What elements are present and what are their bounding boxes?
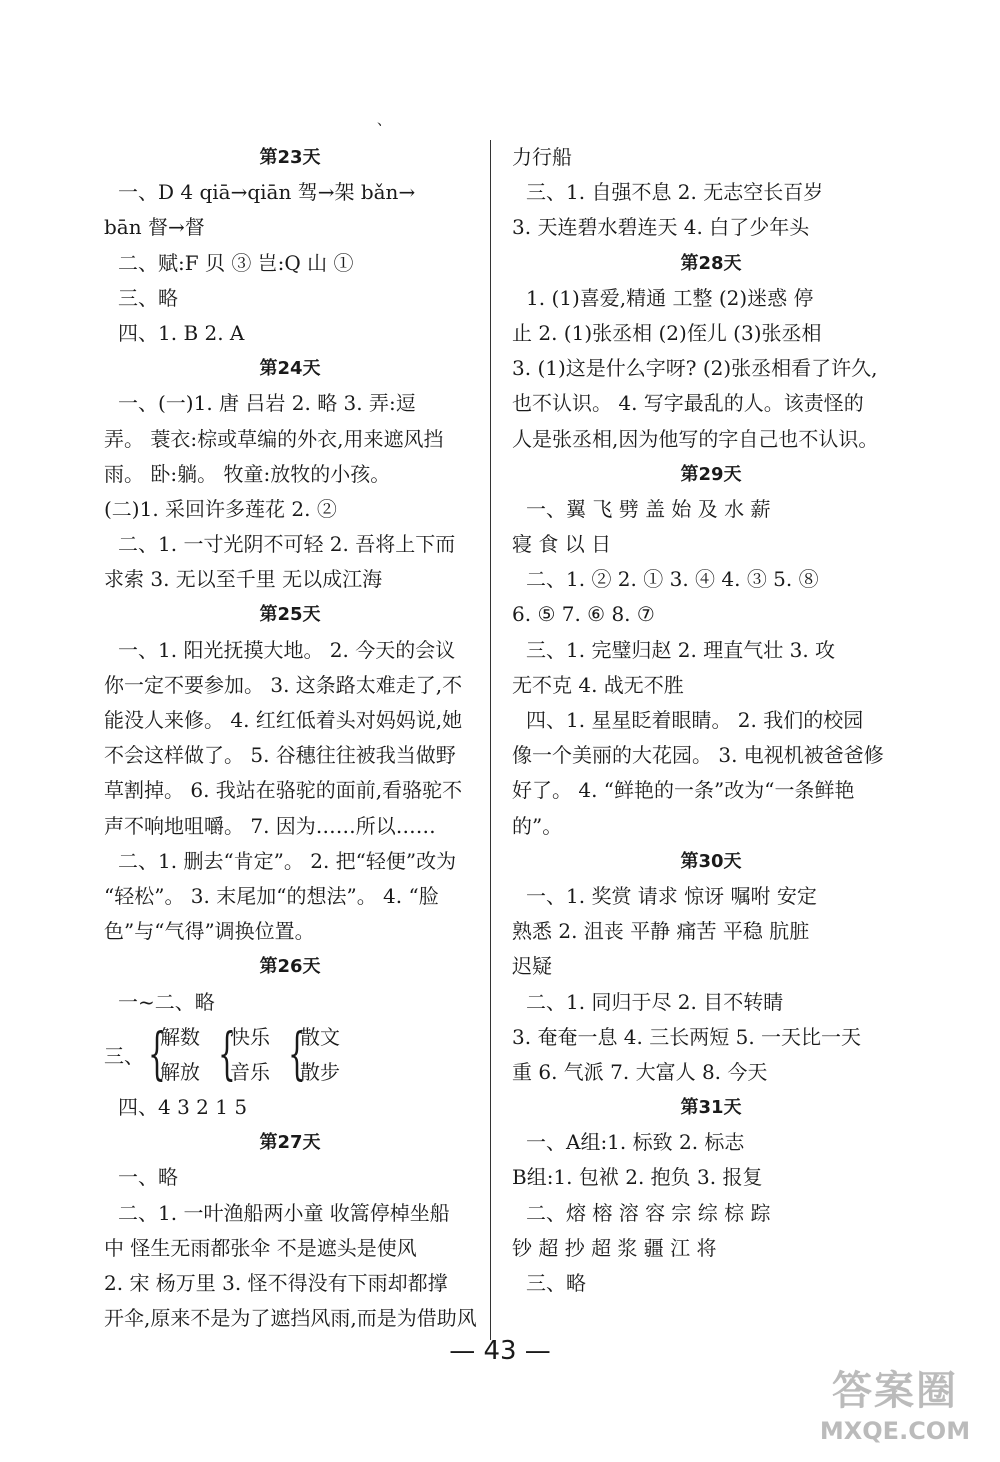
answer-line: 一、1. 奖赏 请求 惊讶 嘱咐 安定 xyxy=(526,883,817,908)
answer-line: 色”与“气得”调换位置。 xyxy=(104,919,315,944)
answer-line: 声不响地咀嚼。 7. 因为……所以…… xyxy=(104,813,436,838)
answer-line: 像一个美丽的大花园。 3. 电视机被爸爸修 xyxy=(512,743,884,768)
day-heading: 第28天 xyxy=(680,252,742,274)
answer-line: “轻松”。 3. 末尾加“的想法”。 4. “脸 xyxy=(104,883,439,908)
answer-line: 弄。 蓑衣:棕或草编的外衣,用来遮风挡 xyxy=(104,426,444,451)
curly-brace-icon: { xyxy=(218,1021,236,1087)
brace-word: 解放 xyxy=(160,1059,200,1084)
answer-line: 人是张丞相,因为他写的字自己也不认识。 xyxy=(512,426,879,451)
answer-line: 四、1. B 2. A xyxy=(118,320,245,345)
answer-line: 一、A组:1. 标致 2. 标志 xyxy=(526,1130,745,1155)
brace-word: 快乐 xyxy=(230,1024,270,1049)
answer-line: bān 督→督 xyxy=(104,215,205,240)
day-heading: 第29天 xyxy=(680,463,742,485)
stray-mark: 、 xyxy=(377,113,391,129)
column-divider xyxy=(490,140,491,1340)
answer-line: 三、略 xyxy=(118,285,178,310)
answer-line: 3. 天连碧水碧连天 4. 白了少年头 xyxy=(512,215,810,240)
brace-word: 音乐 xyxy=(230,1059,270,1084)
answer-line: 开伞,原来不是为了遮挡风雨,而是为借助风 xyxy=(104,1306,477,1331)
answer-line: 求索 3. 无以至千里 无以成江海 xyxy=(104,567,383,592)
answer-line: 二、1. 删去“肯定”。 2. 把“轻便”改为 xyxy=(118,848,457,873)
answer-line: 重 6. 气派 7. 大富人 8. 今天 xyxy=(512,1059,768,1084)
answer-line: 止 2. (1)张丞相 (2)侄儿 (3)张丞相 xyxy=(512,320,822,345)
answer-line: 力行船 xyxy=(512,145,572,169)
answer-line: 三、1. 自强不息 2. 无志空长百岁 xyxy=(526,180,824,205)
brace-question xyxy=(104,1020,476,1090)
watermark-logo: 答案圈 MXQE.COM xyxy=(819,1368,971,1445)
day-heading: 第30天 xyxy=(680,850,742,872)
answer-line: 一、D 4 qiā→qiān 驾→架 bǎn→ xyxy=(118,180,416,205)
day-heading: 第26天 xyxy=(259,956,321,978)
answer-line: 二、赋:F 贝 ③ 岂:Q 山 ① xyxy=(118,250,354,275)
answer-line: 能没人来修。 4. 红红低着头对妈妈说,她 xyxy=(104,708,463,732)
answer-line: 二、熔 榕 溶 容 宗 综 棕 踪 xyxy=(526,1200,771,1225)
day-heading: 第27天 xyxy=(259,1132,321,1154)
brace-word: 散文 xyxy=(300,1024,340,1049)
answer-line: 三、略 xyxy=(526,1271,586,1295)
answer-line: 好了。 4. “鲜艳的一条”改为“一条鲜艳 xyxy=(512,778,855,803)
answer-line: (二)1. 采回许多莲花 2. ② xyxy=(104,496,337,521)
answer-line: 雨。 卧:躺。 牧童:放牧的小孩。 xyxy=(104,461,391,486)
answer-line: 一、1. 阳光抚摸大地。 2. 今天的会议 xyxy=(118,637,456,662)
brace-word: 散步 xyxy=(300,1059,340,1084)
answer-line: 三、1. 完璧归赵 2. 理直气壮 3. 攻 xyxy=(526,637,836,662)
answer-line: 草割掉。 6. 我站在骆驼的面前,看骆驼不 xyxy=(104,778,463,803)
answer-line: 四、4 3 2 1 5 xyxy=(118,1095,248,1120)
answer-line: 寝 食 以 日 xyxy=(512,532,612,557)
brace-word: 解数 xyxy=(160,1024,200,1049)
brace-group xyxy=(284,1020,340,1090)
answer-line: B组:1. 包袱 2. 抱负 3. 报复 xyxy=(512,1165,763,1190)
answer-line: 二、1. ② 2. ① 3. ④ 4. ③ 5. ⑧ xyxy=(526,567,819,592)
answer-line: 迟疑 xyxy=(512,954,552,979)
answer-line: 二、1. 一寸光阴不可轻 2. 吾将上下而 xyxy=(118,532,456,557)
answer-line: 钞 超 抄 超 浆 疆 江 将 xyxy=(512,1235,717,1260)
answer-line: 一、略 xyxy=(118,1165,178,1190)
day-heading: 第25天 xyxy=(259,604,321,626)
answer-line: 四、1. 星星眨着眼睛。 2. 我们的校园 xyxy=(526,708,864,732)
answer-line: 3. 奄奄一息 4. 三长两短 5. 一天比一天 xyxy=(512,1024,862,1049)
answer-line: 2. 宋 杨万里 3. 怪不得没有下雨却都撑 xyxy=(104,1271,448,1296)
answer-line: 也不认识。 4. 写字最乱的人。该责怪的 xyxy=(512,391,864,416)
answer-line: 熟悉 2. 沮丧 平静 痛苦 平稳 肮脏 xyxy=(512,919,810,944)
page-number: — 43 — xyxy=(449,1336,551,1366)
curly-brace-icon: { xyxy=(288,1021,306,1087)
answer-line: 二、1. 同归于尽 2. 目不转睛 xyxy=(526,989,784,1014)
answer-line: 的”。 xyxy=(512,813,563,838)
answer-line: 一、(一)1. 唐 吕岩 2. 略 3. 弄:逗 xyxy=(118,391,416,416)
right-column xyxy=(512,140,910,1301)
answer-line: 一、翼 飞 劈 盖 始 及 水 薪 xyxy=(526,496,771,521)
brace-prefix: 三、 xyxy=(104,1044,144,1069)
answer-line: 不会这样做了。 5. 谷穗往往被我当做野 xyxy=(104,743,456,768)
answer-line: 你一定不要参加。 3. 这条路太难走了,不 xyxy=(104,672,463,697)
brace-group xyxy=(214,1020,270,1090)
answer-line: 中 怪生无雨都张伞 不是遮头是使风 xyxy=(104,1235,417,1260)
answer-line: 6. ⑤ 7. ⑥ 8. ⑦ xyxy=(512,602,655,627)
answer-line: 无不克 4. 战无不胜 xyxy=(512,672,684,697)
left-column xyxy=(104,140,476,1336)
curly-brace-icon: { xyxy=(148,1021,166,1087)
day-heading: 第23天 xyxy=(259,147,321,168)
day-heading: 第24天 xyxy=(259,358,321,380)
answer-line: 一~二、略 xyxy=(118,989,215,1014)
brace-group xyxy=(144,1020,200,1090)
answer-line: 3. (1)这是什么字呀? (2)张丞相看了许久, xyxy=(512,356,878,381)
answer-line: 1. (1)喜爱,精通 工整 (2)迷惑 停 xyxy=(526,285,814,310)
answer-line: 二、1. 一叶渔船两小童 收篙停棹坐船 xyxy=(118,1200,450,1225)
day-heading: 第31天 xyxy=(680,1097,742,1119)
